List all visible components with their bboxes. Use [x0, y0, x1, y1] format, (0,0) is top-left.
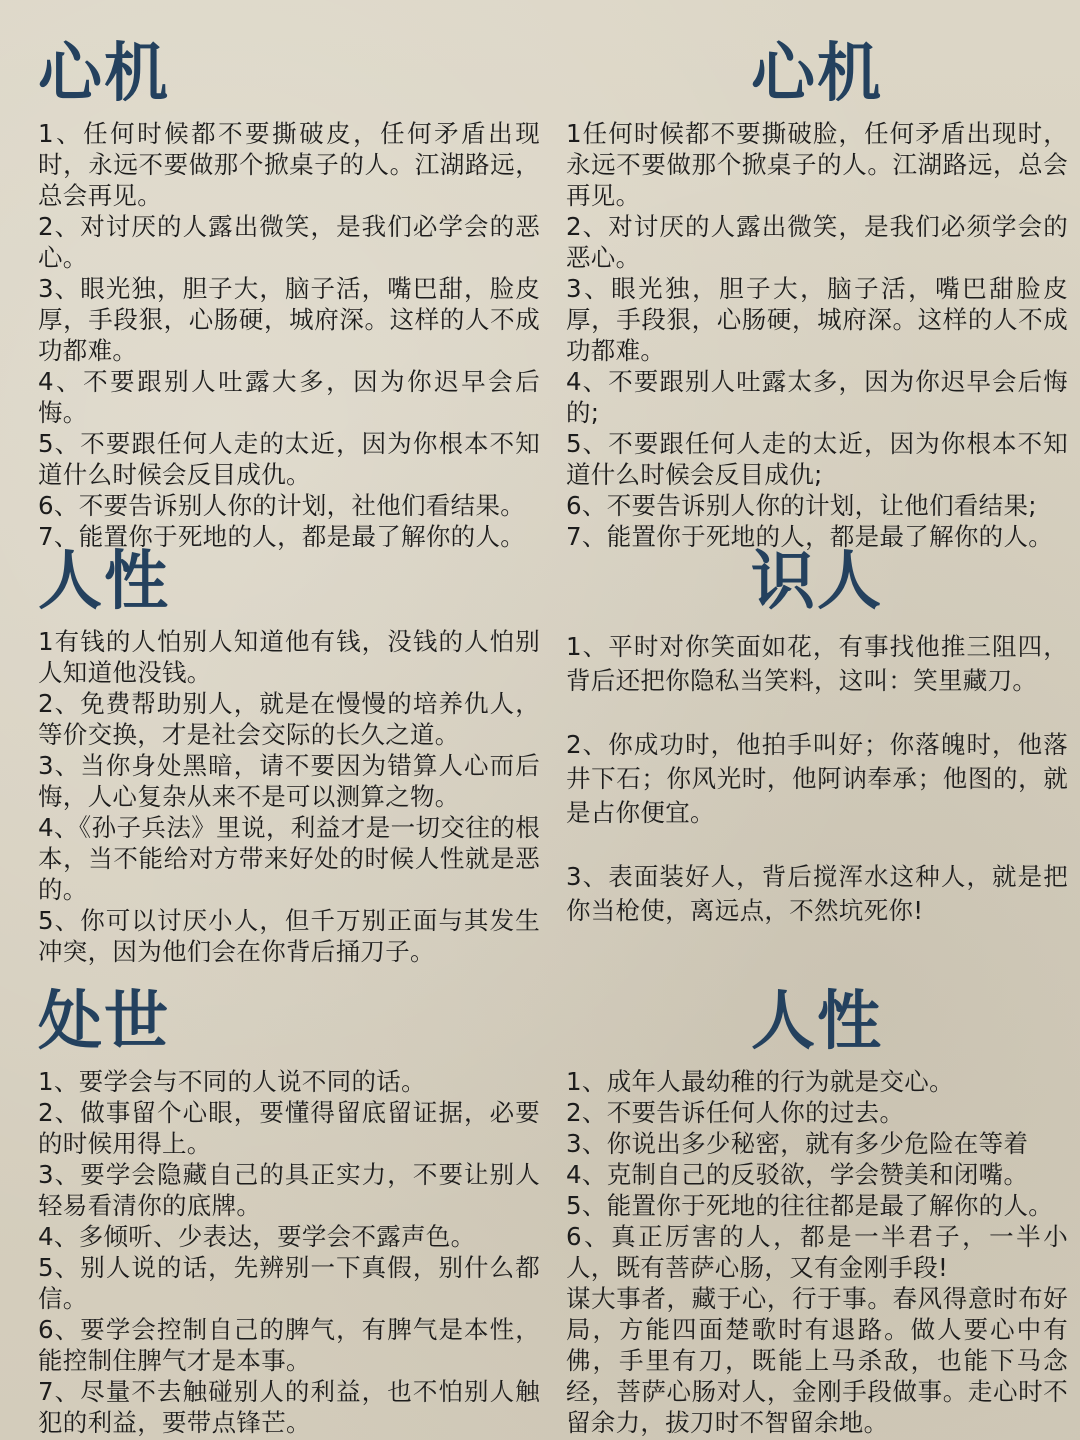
list-item: 2、对讨厌的人露出微笑，是我们必须学会的恶心。 [566, 212, 1068, 272]
list-item: 6、不要告诉别人你的计划，社他们看结果。 [38, 491, 526, 520]
list-item: 6、不要告诉别人你的计划，让他们看结果; [566, 491, 1037, 520]
item-list [38, 1066, 540, 1438]
list-item: 7、能置你于死地的人，都是最了解你的人。 [566, 522, 1054, 551]
section-heading: 人性 [38, 544, 170, 619]
list-item: 1、成年人最幼稚的行为就是交心。 [566, 1067, 954, 1096]
section-heading: 识人 [751, 544, 883, 619]
list-item: 7、能置你于死地的人，都是最了解你的人。 [38, 522, 526, 551]
list-item: 5、你可以讨厌小人，但千万别正面与其发生冲突，因为他们会在你背后捅刀子。 [38, 906, 540, 966]
section-renxing-right [566, 982, 1068, 1438]
list-item: 2、你成功时，他拍手叫好；你落魄时，他落井下石；你风光时，他阿讷奉承；他图的，就是占你便宜。 [566, 730, 1068, 827]
list-item: 4、不要跟别人吐露大多，因为你迟早会后悔。 [38, 367, 540, 427]
item-list [566, 630, 1068, 928]
list-item: 1任何时候都不要撕破脸，任何矛盾出现时，永远不要做那个掀桌子的人。江湖路远，总会再见。 [566, 119, 1068, 210]
item-list [566, 118, 1068, 552]
list-item: 4、《孙子兵法》里说，利益才是一切交往的根本，当不能给对方带来好处的时候人性就是恶的。 [38, 813, 540, 904]
list-item: 3、表面装好人，背后搅浑水这种人，就是把你当枪使，离远点，不然坑死你! [566, 862, 1068, 925]
list-item: 2、免费帮助别人，就是在慢慢的培养仇人，等价交换，才是社会交际的长久之道。 [38, 689, 540, 749]
section-xinji-right [566, 34, 1068, 552]
list-item: 5、不要跟任何人走的太近，因为你根本不知道什么时候会反目成仇。 [38, 429, 540, 489]
list-item: 2、不要告诉任何人你的过去。 [566, 1098, 905, 1127]
list-item: 1、平时对你笑面如花，有事找他推三阻四，背后还把你隐私当笑料，这叫：笑里藏刀。 [566, 632, 1068, 695]
item-list [38, 626, 540, 967]
list-item: 5、不要跟任何人走的太近，因为你根本不知道什么时候会反目成仇; [566, 429, 1068, 489]
section-shiren [566, 542, 1068, 958]
list-item: 1有钱的人怕别人知道他有钱，没钱的人怕别人知道他没钱。 [38, 627, 540, 687]
item-list [38, 118, 540, 552]
item-list [566, 1066, 1068, 1438]
section-renxing-left [38, 542, 540, 967]
section-chushi [38, 982, 540, 1438]
list-item: 1、要学会与不同的人说不同的话。 [38, 1067, 426, 1096]
list-item: 5、能置你于死地的往往都是最了解你的人。 [566, 1191, 1054, 1220]
section-heading: 人性 [751, 984, 883, 1059]
section-heading: 心机 [751, 36, 883, 111]
list-item: 5、别人说的话，先辨别一下真假，别什么都信。 [38, 1253, 540, 1313]
list-item: 2、做事留个心眼，要懂得留底留证据，必要的时候用得上。 [38, 1098, 540, 1158]
list-item: 6、真正厉害的人，都是一半君子，一半小人，既有菩萨心肠，又有金刚手段! [566, 1222, 1068, 1282]
list-item: 3、要学会隐藏自己的具正实力，不要让别人轻易看清你的底牌。 [38, 1160, 540, 1220]
section-heading: 处世 [38, 984, 170, 1059]
list-item: 3、眼光独，胆子大，脑子活，嘴巴甜，脸皮厚，手段狠，心肠硬，城府深。这样的人不成功都难。 [38, 274, 540, 365]
list-item: 7、尽量不去触碰别人的利益，也不怕别人触犯的利益，要带点锋芒。 [38, 1377, 540, 1437]
list-item: 2、对讨厌的人露出微笑，是我们必学会的恶心。 [38, 212, 540, 272]
list-item: 3、你说出多少秘密，就有多少危险在等着 [566, 1129, 1029, 1158]
list-item: 4、克制自己的反驳欲，学会赞美和闭嘴。 [566, 1160, 1029, 1189]
section-heading: 心机 [38, 36, 170, 111]
list-item: 4、不要跟别人吐露太多，因为你迟早会后悔的; [566, 367, 1068, 427]
list-item: 3、当你身处黑暗，请不要因为错算人心而后悔，人心复杂从来不是可以测算之物。 [38, 751, 540, 811]
list-item: 6、要学会控制自己的脾气，有脾气是本性，能控制住脾气才是本事。 [38, 1315, 540, 1375]
list-item: 谋大事者，藏于心，行于事。春风得意时布好局，方能四面楚歌时有退路。做人要心中有佛，手里有刀，既能上马杀敌，也能下马念经，菩萨心肠对人，金刚手段做事。走心时不留余力，拔刀时不智留余地。 [566, 1284, 1068, 1437]
list-item: 4、多倾听、少表达，要学会不露声色。 [38, 1222, 476, 1251]
list-item: 3、眼光独，胆子大，脑子活，嘴巴甜脸皮厚，手段狠，心肠硬，城府深。这样的人不成功都难。 [566, 274, 1068, 365]
section-xinji-left [38, 34, 540, 552]
list-item: 1、任何时候都不要撕破皮，任何矛盾出现时，永远不要做那个掀桌子的人。江湖路远，总会再见。 [38, 119, 540, 210]
